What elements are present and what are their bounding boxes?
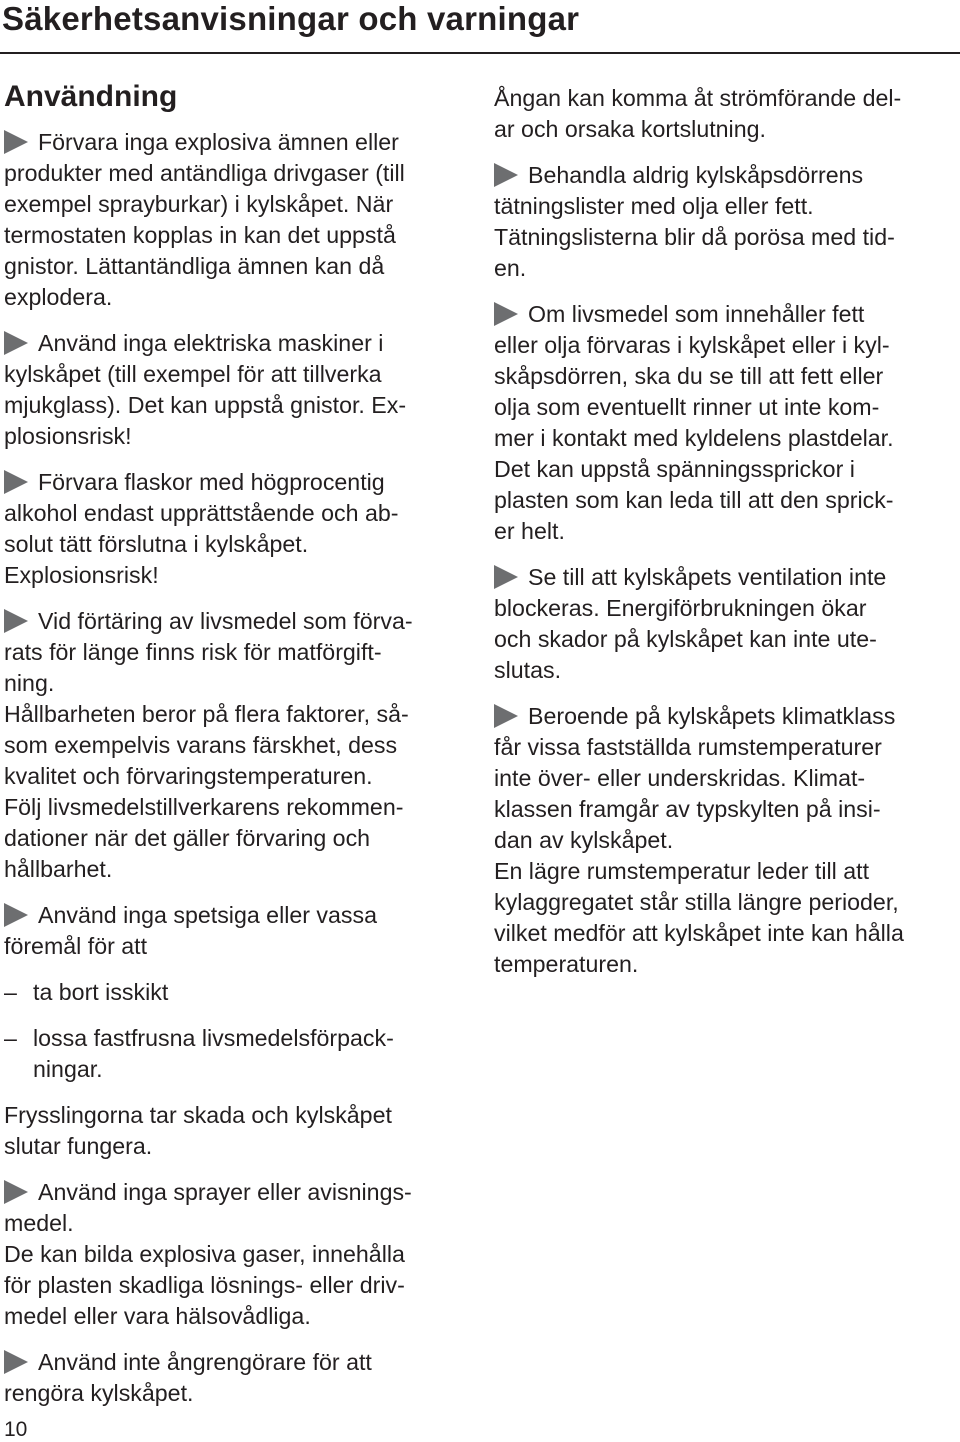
right-column (494, 83, 960, 995)
warning-paragraph (4, 467, 474, 591)
left-column (4, 127, 474, 1424)
warning-paragraph (4, 127, 474, 313)
dash-marker: – (4, 979, 17, 1005)
paragraph-text: Förvara flaskor med högprocentig alkohol endast upprättstående och ab- solut tätt förslutna i kylskåpet. Explosionsrisk! (4, 469, 399, 588)
paragraph-continuation: Frysslingorna tar skada och kylskåpet slutar fungera. (4, 1102, 392, 1159)
warning-paragraph (494, 299, 960, 454)
warning-paragraph (494, 562, 960, 686)
triangle-arrow-icon (494, 704, 518, 728)
dash-marker: – (4, 1025, 17, 1051)
triangle-arrow-icon (4, 130, 28, 154)
paragraph-text: Använd inga spetsiga eller vassa föremål för att (4, 902, 378, 959)
triangle-arrow-icon (4, 1180, 28, 1204)
warning-paragraph (4, 606, 474, 699)
triangle-arrow-icon (4, 331, 28, 355)
paragraph-continuation: Tätningslisterna blir då porösa med tid- en. (494, 224, 895, 281)
paragraph-text: Förvara inga explosiva ämnen eller produkter med antändliga drivgaser (till exempel sprayburkar) i kylskåpet. När termostaten kopplas in kan det uppstå gnistor. Lättantändliga ämnen kan då explodera. (4, 129, 405, 310)
paragraph-text: Använd inte ångrengörare för att rengöra kylskåpet. (4, 1349, 372, 1406)
list-item-text: lossa fastfrusna livsmedelsförpack- ningar. (33, 1025, 394, 1082)
section-heading: Användning (4, 80, 178, 113)
paragraph-text: Vid förtäring av livsmedel som förva- rats för länge finns risk för matförgift- ning. (4, 608, 413, 696)
triangle-arrow-icon (494, 565, 518, 589)
triangle-arrow-icon (4, 903, 28, 927)
warning-paragraph (494, 701, 960, 856)
triangle-arrow-icon (4, 1350, 28, 1374)
paragraph-continuation: Hållbarheten beror på flera faktorer, så- som exempelvis varans färskhet, dess kvalitet och förvaringstemperaturen. Följ livsmedelstillverkarens rekommen- dationer när det gäller förvaring och hållbarhet. (4, 701, 409, 882)
triangle-arrow-icon (4, 470, 28, 494)
title-divider (0, 52, 960, 54)
warning-paragraph (4, 900, 474, 962)
warning-paragraph (4, 328, 474, 452)
page-number: 10 (4, 1418, 28, 1441)
paragraph-text: Beroende på kylskåpets klimatklass får vissa fastställda rumstemperaturer inte över- eller underskridas. Klimat- klassen framgår av typskylten på insi- dan av kylskåpet. (494, 703, 896, 853)
paragraph-continuation: Ångan kan komma åt strömförande del- ar och orsaka kortslutning. (494, 85, 902, 142)
paragraph-text: Om livsmedel som innehåller fett eller olja förvaras i kylskåpet eller i kyl- skåpsdörren, ska du se till att fett eller olja som eventuellt rinner ut inte kom- mer i kontakt med kyldelens plastdelar. (494, 301, 894, 451)
triangle-arrow-icon (494, 163, 518, 187)
warning-paragraph (4, 1347, 474, 1409)
list-item (4, 977, 474, 1008)
paragraph-text: Behandla aldrig kylskåpsdörrens tätningslister med olja eller fett. (494, 162, 864, 219)
list-item (4, 1023, 474, 1085)
paragraph-continuation: En lägre rumstemperatur leder till att kylaggregatet står stilla längre perioder, vilket medför att kylskåpet inte kan hålla temperaturen. (494, 858, 904, 977)
paragraph-text: Se till att kylskåpets ventilation inte blockeras. Energiförbrukningen ökar och skador på kylskåpet kan inte ute- slutas. (494, 564, 887, 683)
paragraph-text: Använd inga elektriska maskiner i kylskåpet (till exempel för att tillverka mjukglass). Det kan uppstå gnistor. Ex- plosionsrisk! (4, 330, 407, 449)
warning-paragraph (494, 160, 960, 222)
warning-paragraph (4, 1177, 474, 1239)
triangle-arrow-icon (494, 302, 518, 326)
page-title: Säkerhetsanvisningar och varningar (2, 0, 580, 37)
list-item-text: ta bort isskikt (33, 979, 169, 1005)
triangle-arrow-icon (4, 609, 28, 633)
paragraph-text: Använd inga sprayer eller avisnings- medel. (4, 1179, 412, 1236)
paragraph-continuation: De kan bilda explosiva gaser, innehålla för plasten skadliga lösnings- eller driv- medel eller vara hälsovådliga. (4, 1241, 405, 1329)
paragraph-continuation: Det kan uppstå spänningssprickor i plasten som kan leda till att den sprick- er helt. (494, 456, 894, 544)
